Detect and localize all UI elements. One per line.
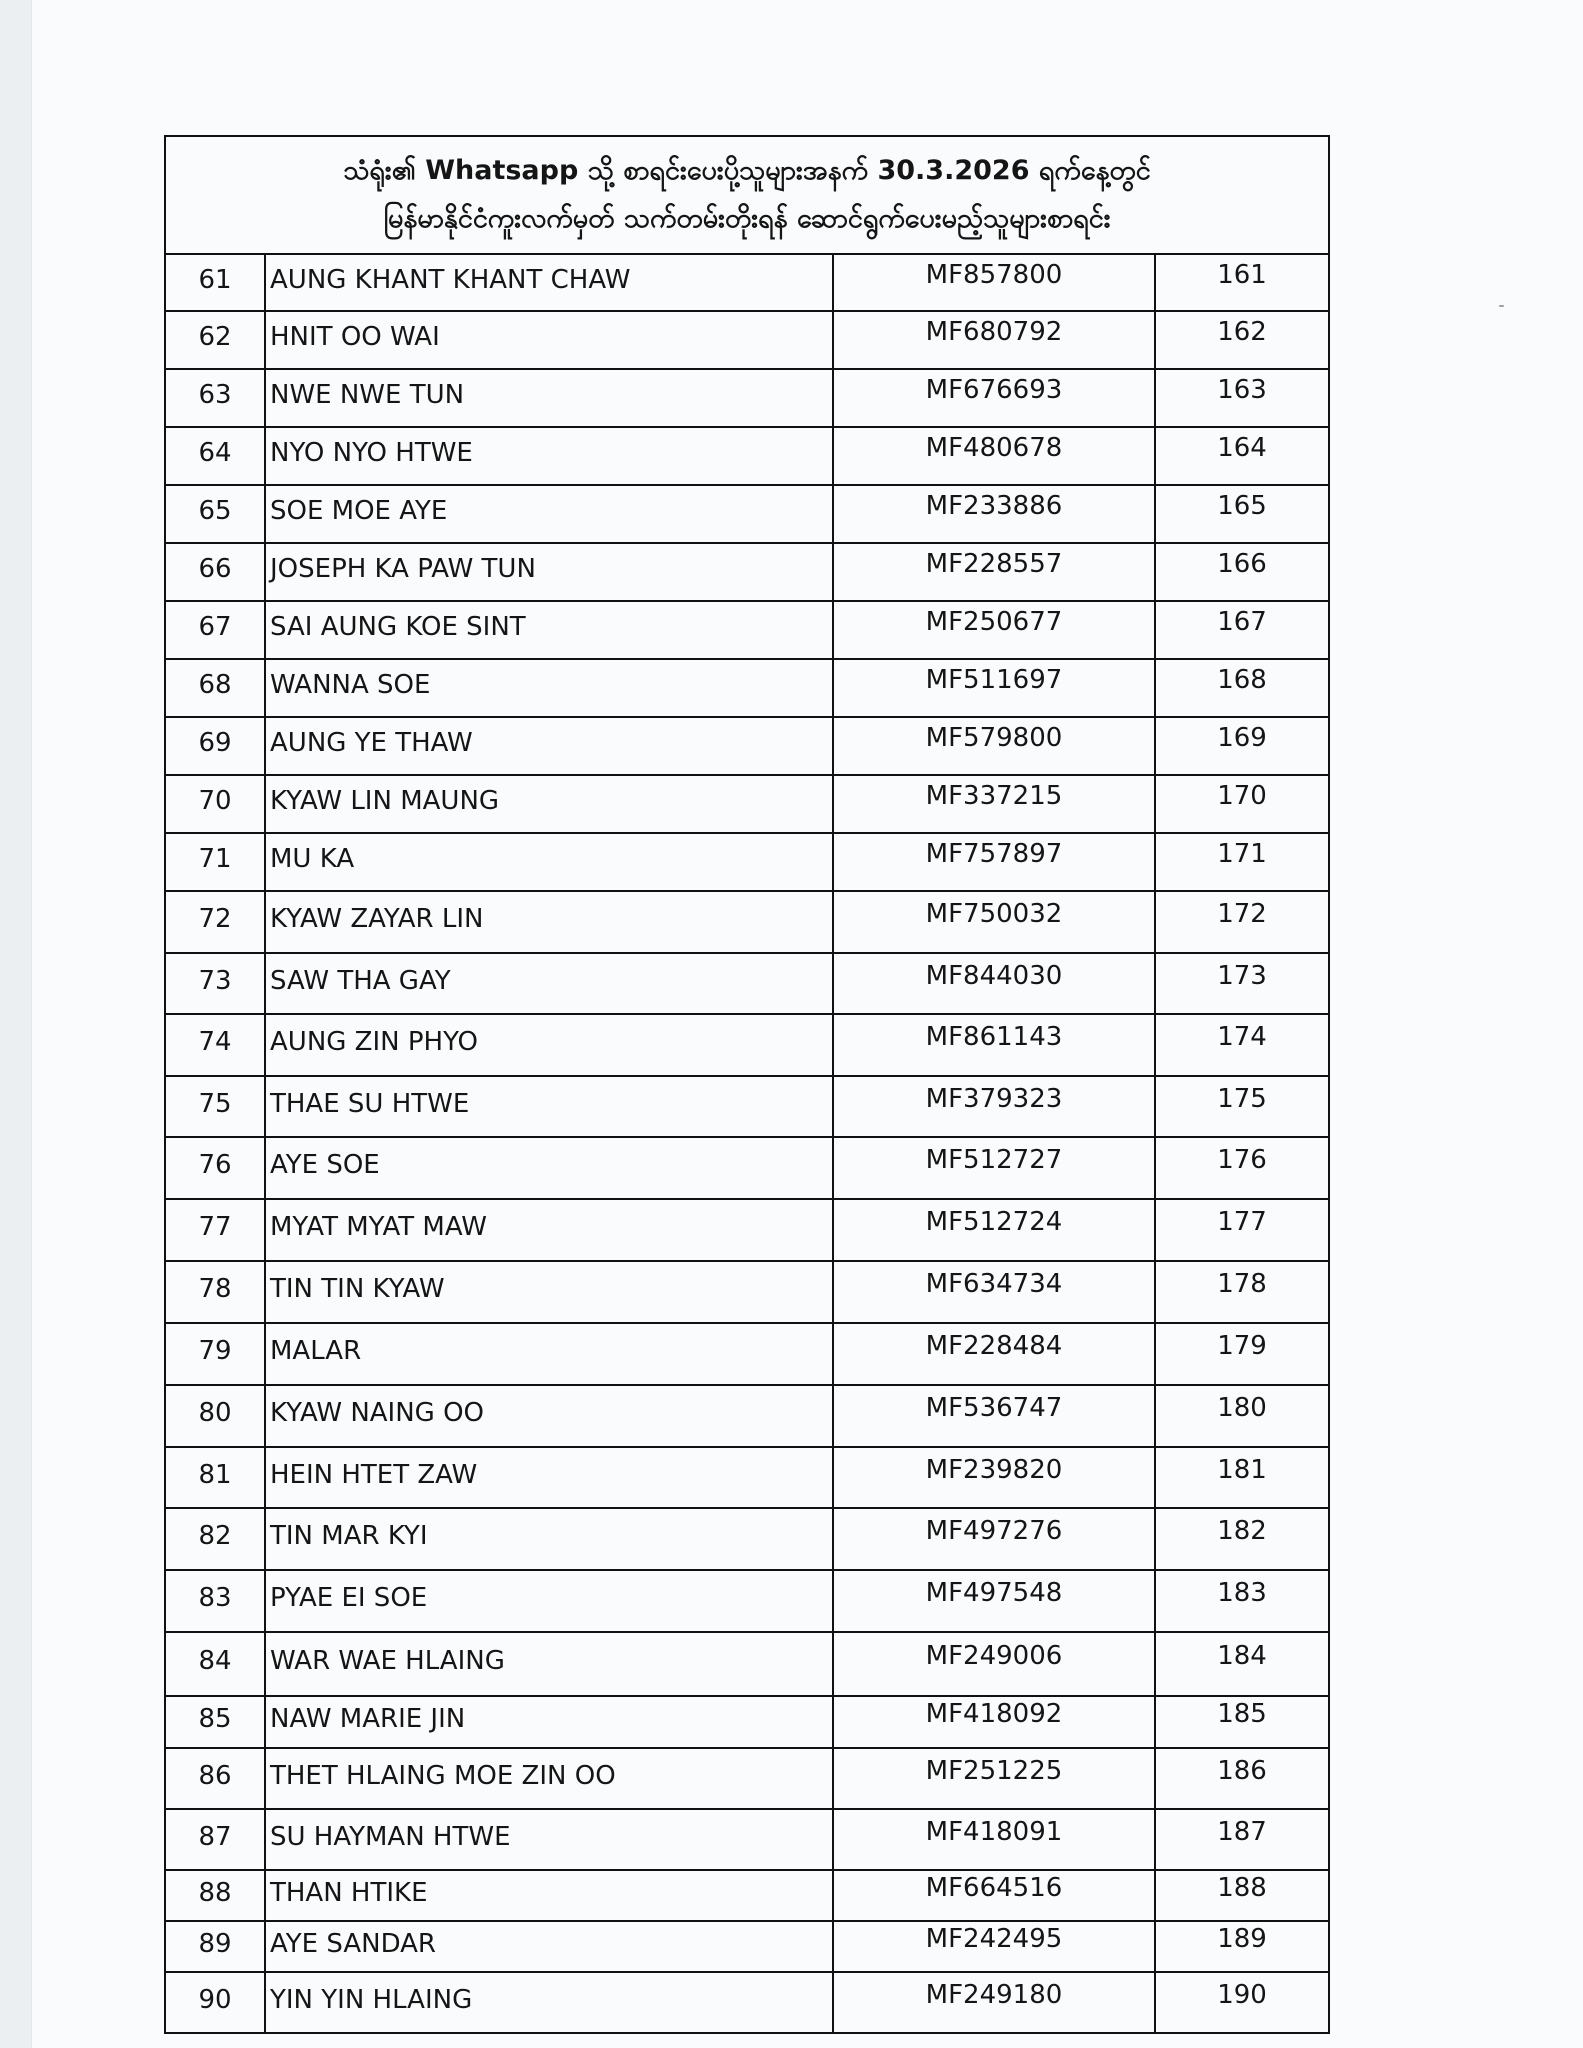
passport-number: MF480678 <box>925 433 1063 463</box>
table-row <box>165 775 1329 833</box>
passport-number: MF239820 <box>925 1454 1063 1485</box>
row-number-cell <box>165 775 265 833</box>
row-number: 78 <box>198 1274 232 1304</box>
reference-number: 167 <box>1217 607 1267 637</box>
title-line-1: သံရုံး၏ Whatsapp သို့ စာရင်းပေးပို့သူများအနက် 30.3.2026 ရက်နေ့တွင် <box>343 155 1151 186</box>
passport-number: MF337215 <box>925 781 1063 811</box>
passport-number-cell <box>833 1972 1155 2033</box>
scan-edge-strip <box>0 0 32 2048</box>
reference-number: 164 <box>1217 433 1267 463</box>
applicant-table <box>164 135 1330 2034</box>
passport-number-cell <box>833 1508 1155 1570</box>
passport-number-cell <box>833 1199 1155 1261</box>
applicant-name-cell <box>265 543 833 601</box>
applicant-name: AUNG YE THAW <box>270 728 473 758</box>
row-number-cell <box>165 1696 265 1748</box>
row-number: 73 <box>198 965 232 996</box>
passport-number-cell <box>833 1748 1155 1809</box>
reference-number: 186 <box>1217 1755 1267 1786</box>
applicant-name-cell <box>265 1696 833 1748</box>
applicant-name-cell <box>265 1870 833 1921</box>
reference-number-cell <box>1155 953 1329 1014</box>
applicant-name-cell <box>265 891 833 953</box>
reference-number: 168 <box>1217 665 1267 695</box>
row-number: 68 <box>198 670 232 700</box>
row-number: 86 <box>198 1760 232 1791</box>
applicant-name-cell <box>265 1570 833 1632</box>
reference-number-cell <box>1155 1972 1329 2033</box>
applicant-name: SU HAYMAN HTWE <box>270 1821 511 1852</box>
reference-number-cell <box>1155 254 1329 311</box>
applicant-name-cell <box>265 953 833 1014</box>
reference-number: 169 <box>1217 723 1267 753</box>
reference-number: 188 <box>1217 1872 1267 1903</box>
reference-number-cell <box>1155 427 1329 485</box>
row-number: 61 <box>198 264 232 295</box>
passport-number-cell <box>833 1137 1155 1199</box>
applicant-name: WAR WAE HLAING <box>270 1646 505 1676</box>
table-row <box>165 717 1329 775</box>
row-number: 75 <box>198 1088 232 1119</box>
reference-number: 179 <box>1217 1331 1267 1361</box>
table-title <box>165 136 1329 254</box>
row-number-cell <box>165 1508 265 1570</box>
row-number: 67 <box>198 612 232 642</box>
applicant-name: HNIT OO WAI <box>270 322 440 352</box>
table-row <box>165 659 1329 717</box>
reference-number: 162 <box>1217 317 1267 347</box>
reference-number-cell <box>1155 1385 1329 1447</box>
passport-number-cell <box>833 601 1155 659</box>
row-number-cell <box>165 1809 265 1870</box>
row-number-cell <box>165 1632 265 1696</box>
passport-number: MF844030 <box>925 960 1063 991</box>
row-number: 89 <box>198 1928 232 1959</box>
passport-number: MF250677 <box>925 607 1063 637</box>
table-row <box>165 485 1329 543</box>
row-number-cell <box>165 891 265 953</box>
applicant-name: NWE NWE TUN <box>270 380 465 410</box>
passport-number: MF249006 <box>925 1641 1063 1671</box>
reference-number: 180 <box>1217 1393 1267 1423</box>
row-number-cell <box>165 543 265 601</box>
reference-number-cell <box>1155 543 1329 601</box>
reference-number-cell <box>1155 1261 1329 1323</box>
applicant-name-cell <box>265 1261 833 1323</box>
passport-number: MF512724 <box>925 1207 1063 1237</box>
row-number: 90 <box>198 1984 232 2015</box>
row-number-cell <box>165 427 265 485</box>
applicant-name-cell <box>265 254 833 311</box>
applicant-name-cell <box>265 1809 833 1870</box>
applicant-name-cell <box>265 1323 833 1385</box>
applicant-name-cell <box>265 1137 833 1199</box>
passport-number: MF497548 <box>925 1578 1063 1608</box>
applicant-name-cell <box>265 601 833 659</box>
passport-number-cell <box>833 311 1155 369</box>
row-number: 76 <box>198 1150 232 1180</box>
passport-number: MF379323 <box>925 1083 1063 1114</box>
reference-number-cell <box>1155 775 1329 833</box>
passport-number-cell <box>833 1921 1155 1972</box>
applicant-name-cell <box>265 659 833 717</box>
row-number-cell <box>165 1447 265 1508</box>
reference-number: 189 <box>1217 1923 1267 1954</box>
passport-number-cell <box>833 543 1155 601</box>
passport-number: MF512727 <box>925 1145 1063 1175</box>
reference-number-cell <box>1155 369 1329 427</box>
reference-number-cell <box>1155 891 1329 953</box>
reference-number-cell <box>1155 1076 1329 1137</box>
reference-number: 184 <box>1217 1641 1267 1671</box>
applicant-name-cell <box>265 1508 833 1570</box>
row-number-cell <box>165 1014 265 1076</box>
reference-number-cell <box>1155 1696 1329 1748</box>
row-number: 77 <box>198 1212 232 1242</box>
passport-number-cell <box>833 427 1155 485</box>
table-row <box>165 1076 1329 1137</box>
reference-number: 185 <box>1217 1699 1267 1729</box>
applicant-name: JOSEPH KA PAW TUN <box>270 554 536 584</box>
applicant-name: KYAW NAING OO <box>270 1398 485 1428</box>
passport-number-cell <box>833 1076 1155 1137</box>
passport-number-cell <box>833 775 1155 833</box>
row-number: 62 <box>198 322 232 352</box>
row-number-cell <box>165 601 265 659</box>
applicant-name: THAE SU HTWE <box>270 1088 470 1119</box>
applicant-name: SAW THA GAY <box>270 965 451 996</box>
row-number-cell <box>165 1137 265 1199</box>
applicant-name: MALAR <box>270 1336 362 1366</box>
row-number-cell <box>165 1748 265 1809</box>
table-header-row <box>165 136 1329 254</box>
applicant-name: TIN MAR KYI <box>270 1521 428 1551</box>
applicant-name-cell <box>265 311 833 369</box>
reference-number-cell <box>1155 1870 1329 1921</box>
row-number-cell <box>165 659 265 717</box>
row-number: 63 <box>198 380 232 410</box>
passport-number-cell <box>833 1261 1155 1323</box>
reference-number-cell <box>1155 1447 1329 1508</box>
reference-number-cell <box>1155 833 1329 891</box>
reference-number-cell <box>1155 601 1329 659</box>
applicant-name-cell <box>265 1199 833 1261</box>
table-row <box>165 254 1329 311</box>
table-row <box>165 1809 1329 1870</box>
row-number: 65 <box>198 496 232 526</box>
applicant-name-cell <box>265 775 833 833</box>
passport-number: MF634734 <box>925 1269 1063 1299</box>
reference-number: 171 <box>1217 839 1267 869</box>
table-row <box>165 601 1329 659</box>
row-number-cell <box>165 254 265 311</box>
row-number-cell <box>165 1870 265 1921</box>
applicant-name: PYAE EI SOE <box>270 1583 428 1613</box>
passport-number-cell <box>833 891 1155 953</box>
reference-number-cell <box>1155 659 1329 717</box>
scan-speck <box>1499 305 1504 307</box>
applicant-name: AUNG ZIN PHYO <box>270 1027 479 1057</box>
passport-number: MF228557 <box>925 549 1063 579</box>
passport-number-cell <box>833 485 1155 543</box>
row-number-cell <box>165 1076 265 1137</box>
passport-number: MF242495 <box>925 1923 1063 1954</box>
row-number-cell <box>165 1323 265 1385</box>
reference-number: 163 <box>1217 375 1267 405</box>
applicant-name-cell <box>265 1385 833 1447</box>
applicant-name: YIN YIN HLAING <box>270 1984 473 2015</box>
table-row <box>165 1972 1329 2033</box>
title-line-2: မြန်မာနိုင်ငံကူးလက်မှတ် သက်တမ်းတိုးရန် ဆောင်ရွက်ပေးမည့်သူများစာရင်း <box>383 203 1111 234</box>
passport-number: MF249180 <box>925 1979 1063 2010</box>
applicant-name: MYAT MYAT MAW <box>270 1212 487 1242</box>
applicant-name-cell <box>265 427 833 485</box>
applicant-name-cell <box>265 1632 833 1696</box>
applicant-name: SAI AUNG KOE SINT <box>270 612 526 642</box>
reference-number: 173 <box>1217 960 1267 991</box>
row-number-cell <box>165 311 265 369</box>
row-number: 87 <box>198 1821 232 1852</box>
reference-number: 187 <box>1217 1816 1267 1847</box>
applicant-name: SOE MOE AYE <box>270 496 448 526</box>
row-number: 80 <box>198 1398 232 1428</box>
reference-number: 174 <box>1217 1022 1267 1052</box>
table-row <box>165 543 1329 601</box>
reference-number: 165 <box>1217 491 1267 521</box>
passport-number: MF418092 <box>925 1699 1063 1729</box>
passport-number-cell <box>833 833 1155 891</box>
applicant-name-cell <box>265 833 833 891</box>
applicant-name-cell <box>265 1076 833 1137</box>
passport-number: MF511697 <box>925 665 1063 695</box>
row-number: 83 <box>198 1583 232 1613</box>
passport-number-cell <box>833 1323 1155 1385</box>
table-row <box>165 1199 1329 1261</box>
row-number-cell <box>165 369 265 427</box>
applicant-name: NYO NYO HTWE <box>270 438 473 468</box>
applicant-name: KYAW LIN MAUNG <box>270 786 500 816</box>
row-number-cell <box>165 485 265 543</box>
applicant-name-cell <box>265 1748 833 1809</box>
table-row <box>165 1570 1329 1632</box>
table-row <box>165 953 1329 1014</box>
passport-number-cell <box>833 1696 1155 1748</box>
reference-number-cell <box>1155 1632 1329 1696</box>
applicant-name-cell <box>265 1447 833 1508</box>
reference-number-cell <box>1155 1921 1329 1972</box>
passport-number: MF251225 <box>925 1755 1063 1786</box>
table-row <box>165 1137 1329 1199</box>
passport-number: MF757897 <box>925 839 1063 869</box>
row-number-cell <box>165 1261 265 1323</box>
row-number: 70 <box>198 786 232 816</box>
table-row <box>165 1748 1329 1809</box>
reference-number: 176 <box>1217 1145 1267 1175</box>
applicant-name: KYAW ZAYAR LIN <box>270 904 484 934</box>
row-number-cell <box>165 1921 265 1972</box>
applicant-name-cell <box>265 1921 833 1972</box>
passport-number: MF418091 <box>925 1816 1063 1847</box>
table-row <box>165 1014 1329 1076</box>
passport-number: MF579800 <box>925 723 1063 753</box>
passport-number: MF233886 <box>925 491 1063 521</box>
applicant-name: AUNG KHANT KHANT CHAW <box>270 264 631 295</box>
table-row <box>165 311 1329 369</box>
passport-number-cell <box>833 254 1155 311</box>
row-number-cell <box>165 717 265 775</box>
row-number: 85 <box>198 1704 232 1734</box>
row-number: 64 <box>198 438 232 468</box>
row-number: 84 <box>198 1646 232 1676</box>
passport-number: MF664516 <box>925 1872 1063 1903</box>
table-row <box>165 1261 1329 1323</box>
reference-number: 178 <box>1217 1269 1267 1299</box>
table-row <box>165 1921 1329 1972</box>
applicant-name: TIN TIN KYAW <box>270 1274 445 1304</box>
table-row <box>165 1447 1329 1508</box>
reference-number-cell <box>1155 485 1329 543</box>
reference-number: 161 <box>1217 259 1267 290</box>
row-number: 88 <box>198 1877 232 1908</box>
passport-number: MF676693 <box>925 375 1063 405</box>
reference-number-cell <box>1155 311 1329 369</box>
applicant-name-cell <box>265 1972 833 2033</box>
table-row <box>165 369 1329 427</box>
table-row <box>165 1385 1329 1447</box>
applicant-name: MU KA <box>270 844 355 874</box>
reference-number-cell <box>1155 1137 1329 1199</box>
reference-number: 170 <box>1217 781 1267 811</box>
passport-number-cell <box>833 1870 1155 1921</box>
applicant-name: HEIN HTET ZAW <box>270 1459 478 1490</box>
table-row <box>165 1323 1329 1385</box>
table-row <box>165 891 1329 953</box>
applicant-name: AYE SOE <box>270 1150 380 1180</box>
passport-number-cell <box>833 1447 1155 1508</box>
passport-number-cell <box>833 369 1155 427</box>
row-number: 71 <box>198 844 232 874</box>
table-row <box>165 1632 1329 1696</box>
passport-number-cell <box>833 1014 1155 1076</box>
reference-number: 177 <box>1217 1207 1267 1237</box>
applicant-name-cell <box>265 1014 833 1076</box>
row-number-cell <box>165 1570 265 1632</box>
passport-number: MF680792 <box>925 317 1063 347</box>
reference-number: 181 <box>1217 1454 1267 1485</box>
reference-number: 175 <box>1217 1083 1267 1114</box>
passport-number: MF861143 <box>925 1022 1063 1052</box>
reference-number: 183 <box>1217 1578 1267 1608</box>
applicant-name: THAN HTIKE <box>270 1877 428 1908</box>
passport-number: MF497276 <box>925 1516 1063 1546</box>
reference-number-cell <box>1155 1570 1329 1632</box>
table-row <box>165 1508 1329 1570</box>
reference-number-cell <box>1155 1323 1329 1385</box>
applicant-name: NAW MARIE JIN <box>270 1704 466 1734</box>
reference-number-cell <box>1155 1748 1329 1809</box>
applicant-name-cell <box>265 485 833 543</box>
row-number-cell <box>165 953 265 1014</box>
applicant-name-cell <box>265 369 833 427</box>
row-number: 66 <box>198 554 232 584</box>
reference-number: 172 <box>1217 899 1267 929</box>
table-row <box>165 833 1329 891</box>
reference-number-cell <box>1155 1014 1329 1076</box>
passport-number: MF857800 <box>925 259 1063 290</box>
passport-number: MF228484 <box>925 1331 1063 1361</box>
applicant-name: THET HLAING MOE ZIN OO <box>270 1760 616 1791</box>
applicant-name: AYE SANDAR <box>270 1928 436 1959</box>
applicant-name: WANNA SOE <box>270 670 431 700</box>
reference-number: 182 <box>1217 1516 1267 1546</box>
reference-number-cell <box>1155 1809 1329 1870</box>
row-number: 69 <box>198 728 232 758</box>
reference-number: 166 <box>1217 549 1267 579</box>
row-number-cell <box>165 833 265 891</box>
table-row <box>165 427 1329 485</box>
passport-number: MF536747 <box>925 1393 1063 1423</box>
reference-number-cell <box>1155 1508 1329 1570</box>
row-number-cell <box>165 1972 265 2033</box>
row-number-cell <box>165 1385 265 1447</box>
row-number-cell <box>165 1199 265 1261</box>
table-row <box>165 1870 1329 1921</box>
passport-number-cell <box>833 953 1155 1014</box>
row-number: 72 <box>198 904 232 934</box>
row-number: 79 <box>198 1336 232 1366</box>
passport-number-cell <box>833 1385 1155 1447</box>
applicant-name-cell <box>265 717 833 775</box>
passport-number-cell <box>833 1570 1155 1632</box>
reference-number-cell <box>1155 717 1329 775</box>
reference-number: 190 <box>1217 1979 1267 2010</box>
passport-number: MF750032 <box>925 899 1063 929</box>
row-number: 81 <box>198 1459 232 1490</box>
row-number: 74 <box>198 1027 232 1057</box>
passport-number-cell <box>833 659 1155 717</box>
passport-number-cell <box>833 1632 1155 1696</box>
passport-number-cell <box>833 717 1155 775</box>
passport-number-cell <box>833 1809 1155 1870</box>
table-row <box>165 1696 1329 1748</box>
row-number: 82 <box>198 1521 232 1551</box>
reference-number-cell <box>1155 1199 1329 1261</box>
